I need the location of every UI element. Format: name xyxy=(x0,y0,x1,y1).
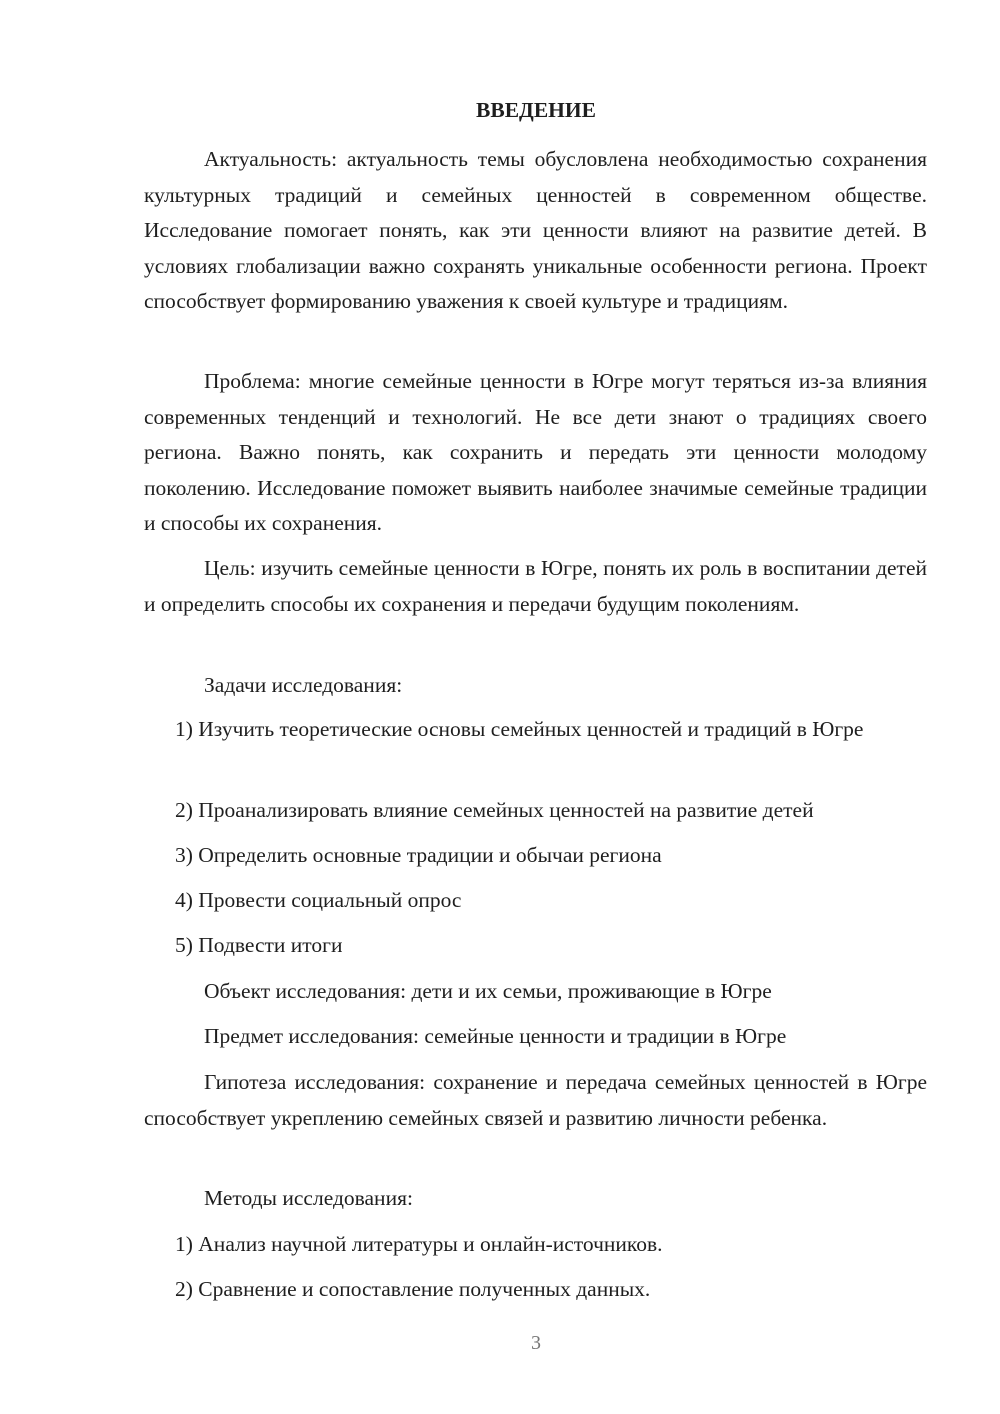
method-item: 1) Анализ научной литературы и онлайн-источников. xyxy=(175,1232,663,1256)
task-item: 5) Подвести итоги xyxy=(175,933,343,957)
subject-paragraph: Предмет исследования: семейные ценности и традиции в Югре xyxy=(204,1024,787,1048)
page-number: 3 xyxy=(531,1332,541,1354)
task-item: 1) Изучить теоретические основы семейных ценностей и традиций в Югре xyxy=(175,717,864,741)
page-title: ВВЕДЕНИЕ xyxy=(476,98,596,122)
tasks-heading: Задачи исследования: xyxy=(204,673,403,697)
hypothesis-paragraph: Гипотеза исследования: сохранение и передача семейных ценностей в Югре способствует укреплению семейных связей и развитию личности ребенка. xyxy=(144,1070,927,1130)
methods-heading: Методы исследования: xyxy=(204,1186,413,1210)
method-item: 2) Сравнение и сопоставление полученных данных. xyxy=(175,1277,651,1301)
object-paragraph: Объект исследования: дети и их семьи, проживающие в Югре xyxy=(204,979,772,1003)
task-item: 3) Определить основные традиции и обычаи региона xyxy=(175,843,662,867)
task-item: 4) Провести социальный опрос xyxy=(175,888,462,912)
goal-paragraph: Цель: изучить семейные ценности в Югре, понять их роль в воспитании детей и определить способы их сохранения и передачи будущим поколениям. xyxy=(144,556,927,616)
problem-paragraph: Проблема: многие семейные ценности в Югре могут теряться из-за влияния современных тенденций и технологий. Не все дети знают о традициях своего региона. Важно понять, как сохранить и передать эти ценности молодому поколению. Исследование поможет выявить наиболее значимые семейные традиции и способы их сохранения. xyxy=(144,369,927,535)
relevance-paragraph: Актуальность: актуальность темы обусловлена необходимостью сохранения культурных традиций и семейных ценностей в современном обществе. Исследование помогает понять, как эти ценности влияют на развитие детей. В условиях глобализации важно сохранять уникальные особенности региона. Проект способствует формированию уважения к своей культуре и традициям. xyxy=(144,147,927,313)
task-item: 2) Проанализировать влияние семейных ценностей на развитие детей xyxy=(175,798,814,822)
